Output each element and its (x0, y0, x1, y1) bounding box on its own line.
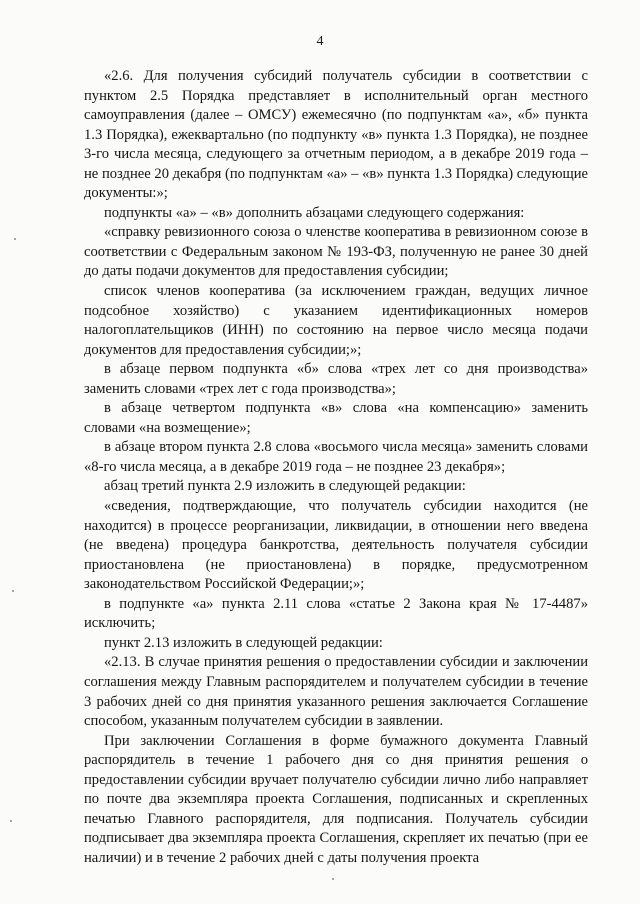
paragraph-paper-agreement: При заключении Соглашения в форме бумажного документа Главный распорядитель в течение 1 рабочего дня со дня принятия решения о предоставлении субсидии вручает получателю субсидии лично либо направляет по почте два экземпляра проекта Соглашения, подписанных и скрепленных печатью Главного распорядителя, для подписания. Получатель субсидии подписывает два экземпляра проекта Соглашения, скрепляет их печатью (при ее наличии) и в течение 2 рабочих дней с даты получения проекта (84, 732, 588, 866)
page-number: 4 (316, 34, 324, 49)
paragraph-subitem-v-change: в абзаце четвертом подпункта «в» слова «на компенсацию» заменить словами «на возмещение»; (84, 400, 588, 436)
paragraph-2-11-change: в подпункте «а» пункта 2.11 слова «статье 2 Закона края № 17-4487» исключить; (84, 595, 588, 632)
paragraph-audit-union-certificate: «справку ревизионного союза о членстве кооператива в ревизионном союзе в соответствии с Федеральным законом № 193-ФЗ, полученную не ранее 30 дней до даты подачи документов для предоставления субсидии; (84, 224, 588, 280)
paragraph-2-13-intro: пункт 2.13 изложить в следующей редакции: (104, 634, 383, 651)
paragraph-subitem-b-change: в абзаце первом подпункта «б» слова «трех лет со дня производства» заменить словами «трех лет с года производства»; (84, 361, 588, 397)
paragraph-2-9-intro: абзац третий пункта 2.9 изложить в следующей редакции: (104, 478, 466, 495)
paragraph-subitems-addition: подпункты «а» – «в» дополнить абзацами следующего содержания: (104, 204, 525, 221)
paragraph-reorganization-info: «сведения, подтверждающие, что получатель субсидии находится (не находится) в процессе реорганизации, ликвидации, в отношении него введена (не введена) процедура банкротства, деятельность получателя субсидии приостановлена (не приостановлена) в порядке, предусмотренном законодательством Российской Федерации;»; (84, 498, 588, 593)
scan-speck (332, 878, 334, 880)
scan-speck (14, 238, 16, 240)
scan-speck (12, 590, 14, 592)
scan-speck (10, 820, 12, 822)
paragraph-2-6: «2.6. Для получения субсидий получатель субсидии в соответствии с пунктом 2.5 Порядка представляет в исполнительный орган местного самоуправления (далее – ОМСУ) ежемесячно (по подпунктам «а», «б» пункта 1.3 Порядка), ежеквартально (по подпункту «в» пункта 1.3 Порядка), не позднее 3-го числа месяца, следующего за отчетным периодом, а в декабре 2019 года – не позднее 20 декабря (по подпунктам «а» – «в» пункта 1.3 Порядка) следующие документы:»; (84, 68, 588, 202)
paragraph-2-8-change: в абзаце втором пункта 2.8 слова «восьмого числа месяца» заменить словами «8-го числа месяца, а в декабре 2019 года – не позднее 23 декабря»; (84, 439, 588, 475)
paragraph-2-13-text: «2.13. В случае принятия решения о предоставлении субсидии и заключении соглашения между Главным распорядителем и получателем субсидии в течение 3 рабочих дней со дня принятия указанного решения заключается Соглашение способом, указанным получателем субсидии в заявлении. (84, 654, 588, 730)
document-body (84, 67, 588, 868)
paragraph-cooperative-members-list: список членов кооператива (за исключением граждан, ведущих личное подсобное хозяйство) с указанием идентификационных номеров налогоплательщиков (ИНН) по состоянию на первое число месяца подачи документов для предоставления субсидии;»; (84, 283, 588, 358)
